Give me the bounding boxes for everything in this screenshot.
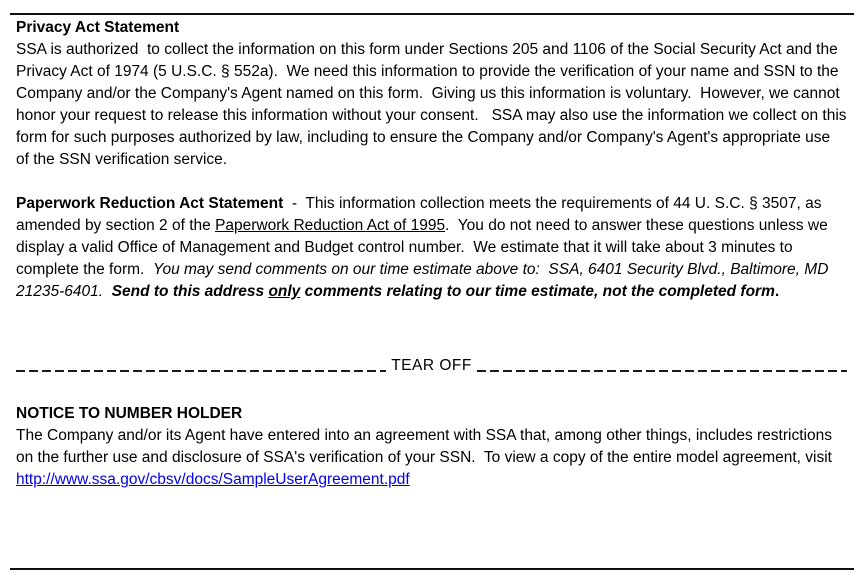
tear-off-separator [16, 355, 847, 377]
paperwork-text-segment-1: - This information collection meets the requirements of 44 U. S.C. § 3507, as amended by section 2 of the [16, 195, 826, 234]
privacy-act-section [16, 17, 851, 171]
notice-heading: NOTICE TO NUMBER HOLDER [16, 405, 243, 422]
notice-to-number-holder-section [16, 403, 847, 491]
top-divider-rule [10, 13, 854, 15]
paperwork-reduction-heading: Paperwork Reduction Act Statement [16, 195, 284, 212]
tear-off-dashes-right [477, 370, 847, 372]
notice-body-paragraph [16, 425, 847, 491]
paperwork-act-1995-reference: Paperwork Reduction Act of 1995 [215, 217, 446, 234]
paperwork-only-emphasis: only [268, 283, 301, 300]
privacy-act-body: SSA is authorized to collect the information on this form under Sections 205 and 1106 of the Social Security Act and the Privacy Act of 1974 (5 U.S.C. § 552a). We need this information to provide the verification of your name and SSN to the Company and/or the Company's Agent named on this form. Giving us this information is voluntary. However, we cannot honor your request to release this information without your consent. SSA may also use the information we collect on this form for such purposes authorized by law, including to ensure the Company and/or Company's Agent's appropriate use of the SSN verification service. [16, 41, 851, 168]
document-content [16, 17, 851, 491]
paperwork-send-instruction: Send to this address [103, 283, 269, 300]
paperwork-comments-note: You may send comments on our time estimate above to: SSA, 6401 Security Blvd., Baltimore, MD 21235-6401. [16, 261, 838, 300]
paperwork-reduction-paragraph [16, 193, 847, 303]
privacy-act-heading: Privacy Act Statement [16, 19, 180, 36]
paperwork-closing-period: . [774, 283, 780, 300]
tear-off-dashes-left [16, 370, 386, 372]
notice-body-text: The Company and/or its Agent have entered into an agreement with SSA that, among other things, includes restrictions on the further use and disclosure of SSA's verification of your SSN. To view a copy of the entire model agreement, visit [16, 427, 837, 466]
paperwork-text-segment-2: . You do not need to answer these questions unless we display a valid Office of Management and Budget control number. We estimate that it will take about 3 minutes to complete the form. [16, 217, 833, 278]
tear-off-label: TEAR OFF [391, 357, 472, 374]
agreement-link[interactable]: http://www.ssa.gov/cbsv/docs/SampleUserAgreement.pdf [16, 471, 410, 488]
bottom-divider-rule [10, 568, 854, 570]
paperwork-reduction-section [16, 193, 847, 303]
paperwork-send-instruction-2: comments relating to our time estimate, not the completed form [300, 283, 775, 300]
